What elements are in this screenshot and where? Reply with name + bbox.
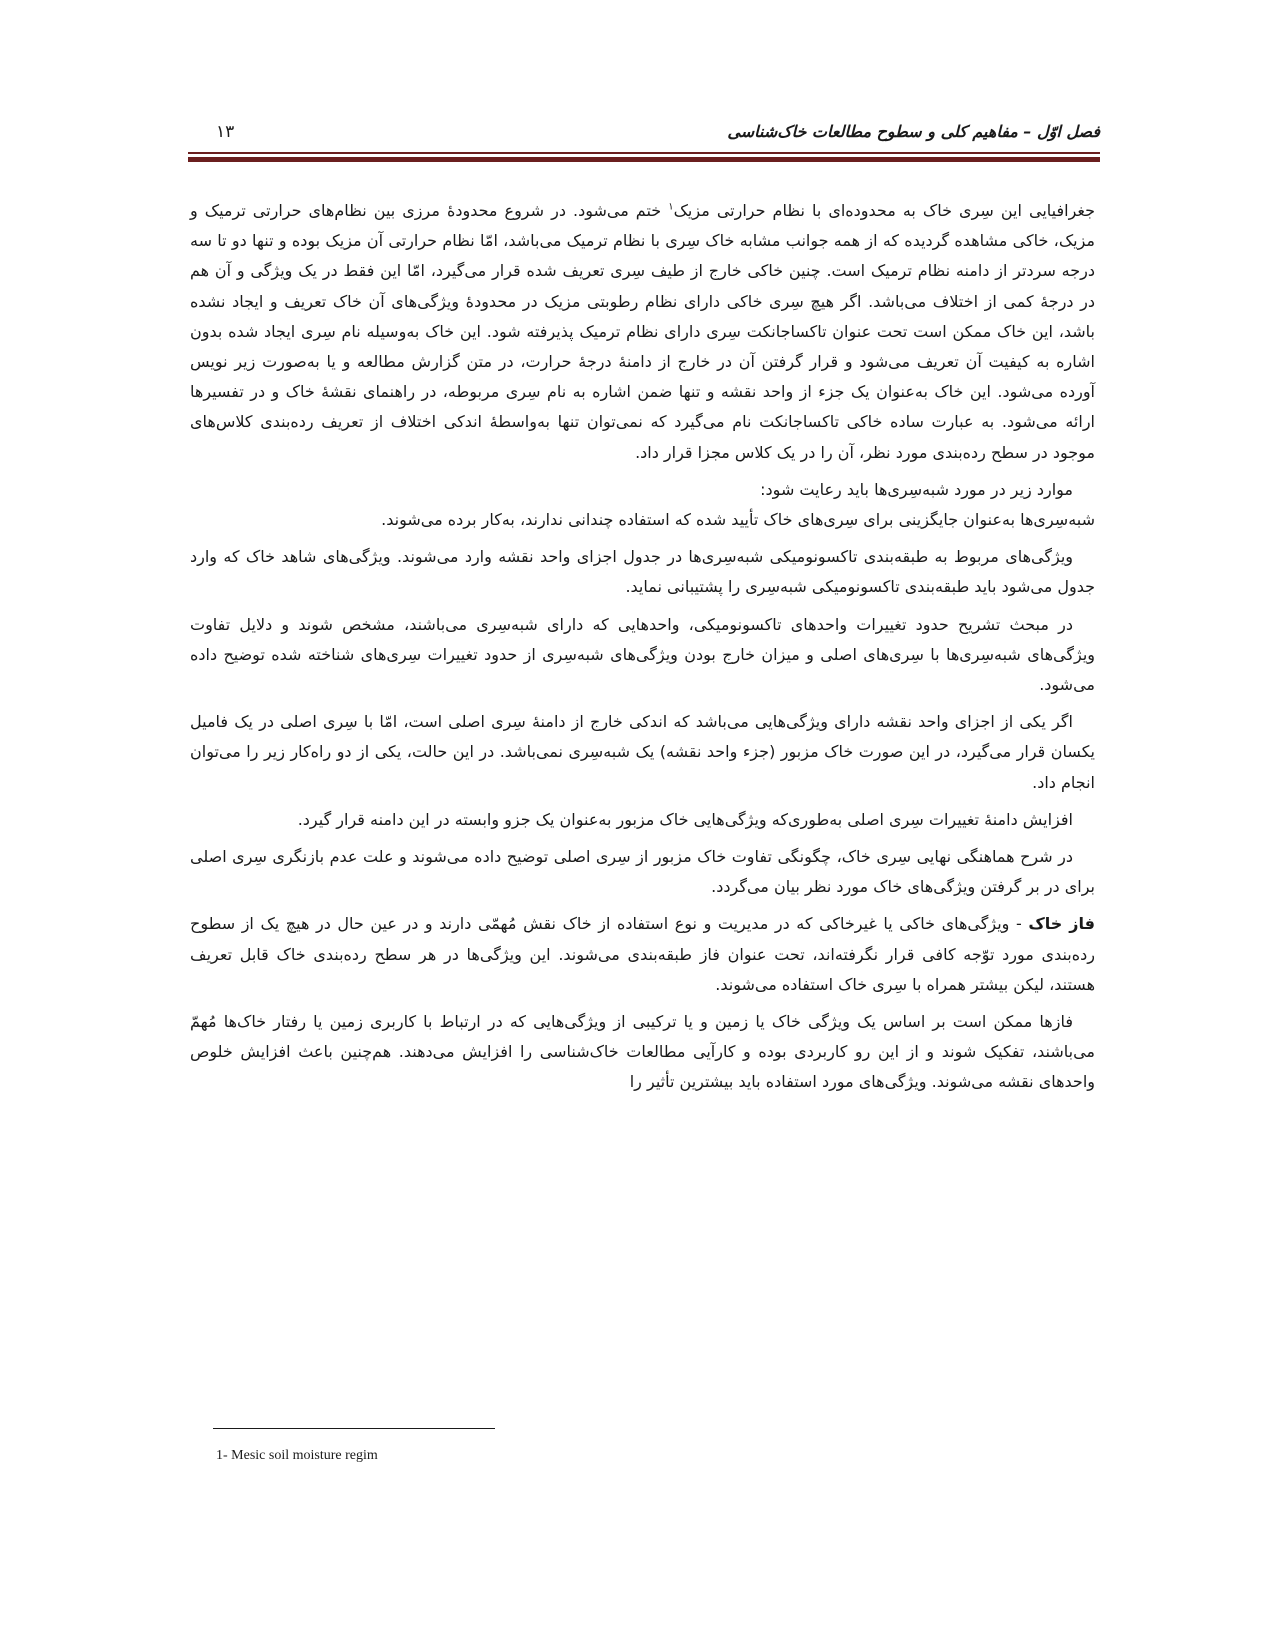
page-number: ۱۳ [216, 122, 235, 142]
paragraph: جغرافیایی این سِری خاک به محدوده‌ای با نظام حرارتی مزیک$^۱$ ختم می‌شود. در شروع محدودهٔ مرزی بین نظام‌های حرارتی ترمیک و مزیک، خاکی مشاهده گردیده که از همه جوانب مشابه خاک سِری با نظام ترمیک می‌باشد، امّا نظام حرارتی آن مزیک بوده و تنها دو تا سه درجه سردتر از دامنه نظام ترمیک است. چنین خاکی خارج از طیف سِری تعریف شده قرار می‌گیرد، امّا این فقط در یک ویژگی و آن هم در درجهٔ کمی از اختلاف می‌باشد. اگر هیچ سِری خاکی دارای نظام رطوبتی مزیک در محدودهٔ ویژگی‌های آن خاک تعریف و ایجاد نشده باشد، این خاک ممکن است تحت عنوان تاکساجانکت سِری دارای نظام ترمیک پذیرفته شود. این خاک به‌وسیله نام سِری ایجاد شده بدون اشاره به کیفیت آن تعریف می‌شود و قرار گرفتن آن در خارج از دامنهٔ درجهٔ حرارت، در متن گزارش مطالعه و یا به‌صورت زیر نویس آورده می‌شود. این خاک به‌عنوان یک جزء از واحد نقشه و تنها ضمن اشاره به نام سِری مربوطه، در راهنمای نقشهٔ خاک و در تفسیرها ارائه می‌شود. به عبارت ساده خاکی تاکساجانکت نام می‌گیرد که نمی‌توان تنها به‌واسطهٔ اندکی اختلاف از تعریف رده‌بندی کلاس‌های موجود در سطح رده‌بندی مورد نظر، آن را در یک کلاس مجزا قرار داد. [190, 201, 1096, 462]
running-header [200, 120, 1100, 150]
paragraph: اگر یکی از اجزای واحد نقشه دارای ویژگی‌هایی می‌باشد که اندکی خارج از دامنهٔ سِری اصلی است، امّا با سِری اصلی در یک فامیل یکسان قرار می‌گیرد، در این صورت خاک مزبور (جزء واحد نقشه) یک شبه‌سِری نمی‌باشد. در این حالت، یکی از دو راه‌کار زیر را می‌توان انجام داد. [190, 712, 1095, 792]
paragraph: شبه‌سِری‌ها به‌عنوان جایگزینی برای سِری‌های خاک تأیید شده که استفاده چندانی ندارند، به‌کار برده می‌شوند. [381, 510, 1095, 530]
body-text [190, 196, 1095, 1105]
header-rule-bold [188, 157, 1100, 162]
chapter-title: فصل اوّل – مفاهیم کلی و سطوح مطالعات خاک‌شناسی [727, 122, 1100, 141]
header-rule [188, 152, 1100, 154]
footnote: 1- Mesic soil moisture regim [216, 1448, 378, 1463]
footnote-separator [213, 1428, 495, 1429]
paragraph: ویژگی‌های مربوط به طبقه‌بندی تاکسونومیکی شبه‌سِری‌ها در جدول اجزای واحد نقشه وارد می‌شوند. ویژگی‌های شاهد خاک که وارد جدول می‌شود باید طبقه‌بندی تاکسونومیکی شبه‌سِری را پشتیبانی نماید. [190, 547, 1095, 597]
paragraph: فاز خاک - ویژگی‌های خاکی یا غیرخاکی که در مدیریت و نوع استفاده از خاک نقش مُهمّی دارند و در عین حال در هیچ یک از سطوح رده‌بندی مورد توّجه کافی قرار نگرفته‌اند، تحت عنوان فاز طبقه‌بندی می‌شوند. این ویژگی‌ها در هر سطح رده‌بندی خاک قابل تعریف هستند، لیکن بیشتر همراه با سِری خاک استفاده می‌شوند. [190, 914, 1096, 994]
defined-term: فاز خاک [1028, 914, 1096, 934]
footnote-reference[interactable]: ۱ [668, 201, 674, 213]
paragraph: در مبحث تشریح حدود تغییرات واحدهای تاکسونومیکی، واحدهایی که دارای شبه‌سِری می‌باشند، مشخص شوند و دلایل تفاوت ویژگی‌های شبه‌سِری‌ها با سِری‌های اصلی و میزان خارج بودن ویژگی‌های شبه‌سِری از حدود تغییرات سِری‌های شناخته شده توضیح داده می‌شود. [190, 614, 1095, 695]
paragraph: موارد زیر در مورد شبه‌سِری‌ها باید رعایت شود: [760, 479, 1073, 499]
paragraph: فازها ممکن است بر اساس یک ویژگی خاک یا زمین و یا ترکیبی از ویژگی‌هایی که در ارتباط با کاربری زمین یا رفتار خاک‌ها مُهمّ می‌باشند، تفکیک شوند و از این رو کاربردی بوده و کارآیی مطالعات خاک‌شناسی را افزایش می‌دهند. هم‌چنین باعث افزایش خلوص واحدهای نقشه می‌شوند. ویژگی‌های مورد استفاده باید بیشترین تأثیر را [190, 1012, 1095, 1092]
paragraph: افزایش دامنهٔ تغییرات سِری اصلی به‌طوری‌که ویژگی‌هایی خاک مزبور به‌عنوان یک جزو وابسته در این دامنه قرار گیرد. [297, 809, 1073, 829]
paragraph: در شرح هماهنگی نهایی سِری خاک، چگونگی تفاوت خاک مزبور از سِری اصلی توضیح داده می‌شوند و علت عدم بازنگری سِری اصلی برای در بر گرفتن ویژگی‌های خاک مورد نظر بیان می‌گردد. [190, 847, 1095, 897]
